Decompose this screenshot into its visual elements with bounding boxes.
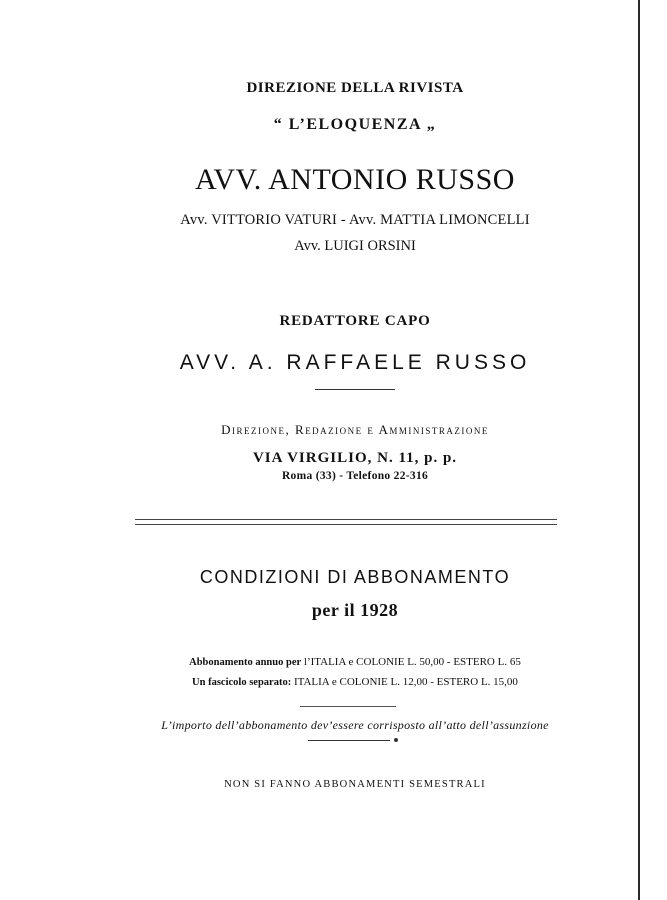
semester-note: NON SI FANNO ABBONAMENTI SEMESTRALI <box>224 779 486 790</box>
double-rule-bottom <box>135 524 557 525</box>
divider-short <box>315 389 395 390</box>
journal-title: “ L’ELOQUENZA „ <box>273 116 437 133</box>
subscription-heading: CONDIZIONI DI ABBONAMENTO <box>199 567 511 587</box>
page-edge-line <box>638 0 640 900</box>
annual-price-row <box>110 656 600 668</box>
issue-price-label: Un fascicolo separato: <box>192 677 292 688</box>
co-directors-line-1: Avv. VITTORIO VATURI - Avv. MATTIA LIMONCELLI <box>180 212 530 228</box>
issue-price-row <box>110 676 600 688</box>
annual-price-label: Abbonamento annuo per <box>189 657 302 668</box>
direction-heading: DIREZIONE DELLA RIVISTA <box>246 80 464 96</box>
divider-middle <box>300 706 396 707</box>
editor-title: REDATTORE CAPO <box>279 313 431 329</box>
issue-price-text: ITALIA e COLONIE L. 12,00 - ESTERO L. 15,00 <box>293 676 518 688</box>
payment-note: L’importo dell’abbonamento dev’essere corrisposto all’atto dell’assunzione <box>161 718 549 732</box>
double-rule-top <box>135 519 557 520</box>
subscription-year: per il 1928 <box>311 600 399 620</box>
administration-city-phone: Roma (33) - Telefono 22-316 <box>281 470 429 482</box>
administration-address: VIA VIRGILIO, N. 11, p. p. <box>252 450 458 466</box>
administration-label: Direzione, Redazione e Amministrazione <box>221 422 489 437</box>
annual-price-text: l’ITALIA e COLONIE L. 50,00 - ESTERO L. 65 <box>303 656 521 668</box>
co-directors-line-2: Avv. LUIGI ORSINI <box>294 238 416 254</box>
divider-bottom <box>308 740 390 741</box>
editor-name: AVV. A. RAFFAELE RUSSO <box>179 351 531 374</box>
main-director: AVV. ANTONIO RUSSO <box>195 163 515 196</box>
divider-dot <box>394 738 398 742</box>
